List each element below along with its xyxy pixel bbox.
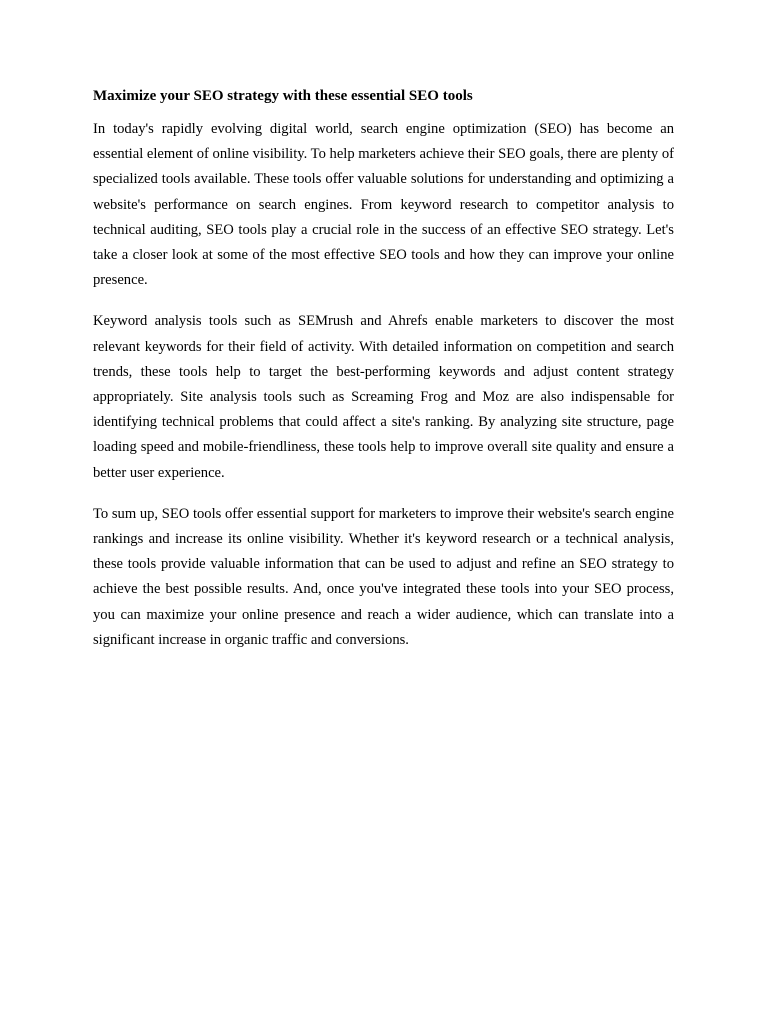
document-page — [93, 86, 674, 669]
document-title: Maximize your SEO strategy with these essential SEO tools — [93, 88, 473, 104]
paragraph-tools: Keyword analysis tools such as SEMrush and Ahrefs enable marketers to discover the most relevant keywords for their field of activity. With detailed information on competition and search trends, these tools help to target the best-performing keywords and adjust content strategy appropriately. Site analysis tools such as Screaming Frog and Moz are also indispensable for identifying technical problems that could affect a site's ranking. By analyzing site structure, page loading speed and mobile-friendliness, these tools help to improve overall site quality and ensure a better user experience. — [93, 313, 674, 481]
paragraph-conclusion: To sum up, SEO tools offer essential support for marketers to improve their website's search engine rankings and increase its online visibility. Whether it's keyword research or a technical analysis, these tools provide valuable information that can be used to adjust and refine an SEO strategy to achieve the best possible results. And, once you've integrated these tools into your SEO process, you can maximize your online presence and reach a wider audience, which can translate into a significant increase in organic traffic and conversions. — [93, 505, 674, 648]
paragraph-introduction: In today's rapidly evolving digital world, search engine optimization (SEO) has become an essential element of online visibility. To help marketers achieve their SEO goals, there are plenty of specialized tools available. These tools offer valuable solutions for understanding and optimizing a website's performance on search engines. From keyword research to competitor analysis to technical auditing, SEO tools play a crucial role in the success of an effective SEO strategy. Let's take a closer look at some of the most effective SEO tools and how they can improve your online presence. — [93, 121, 674, 289]
